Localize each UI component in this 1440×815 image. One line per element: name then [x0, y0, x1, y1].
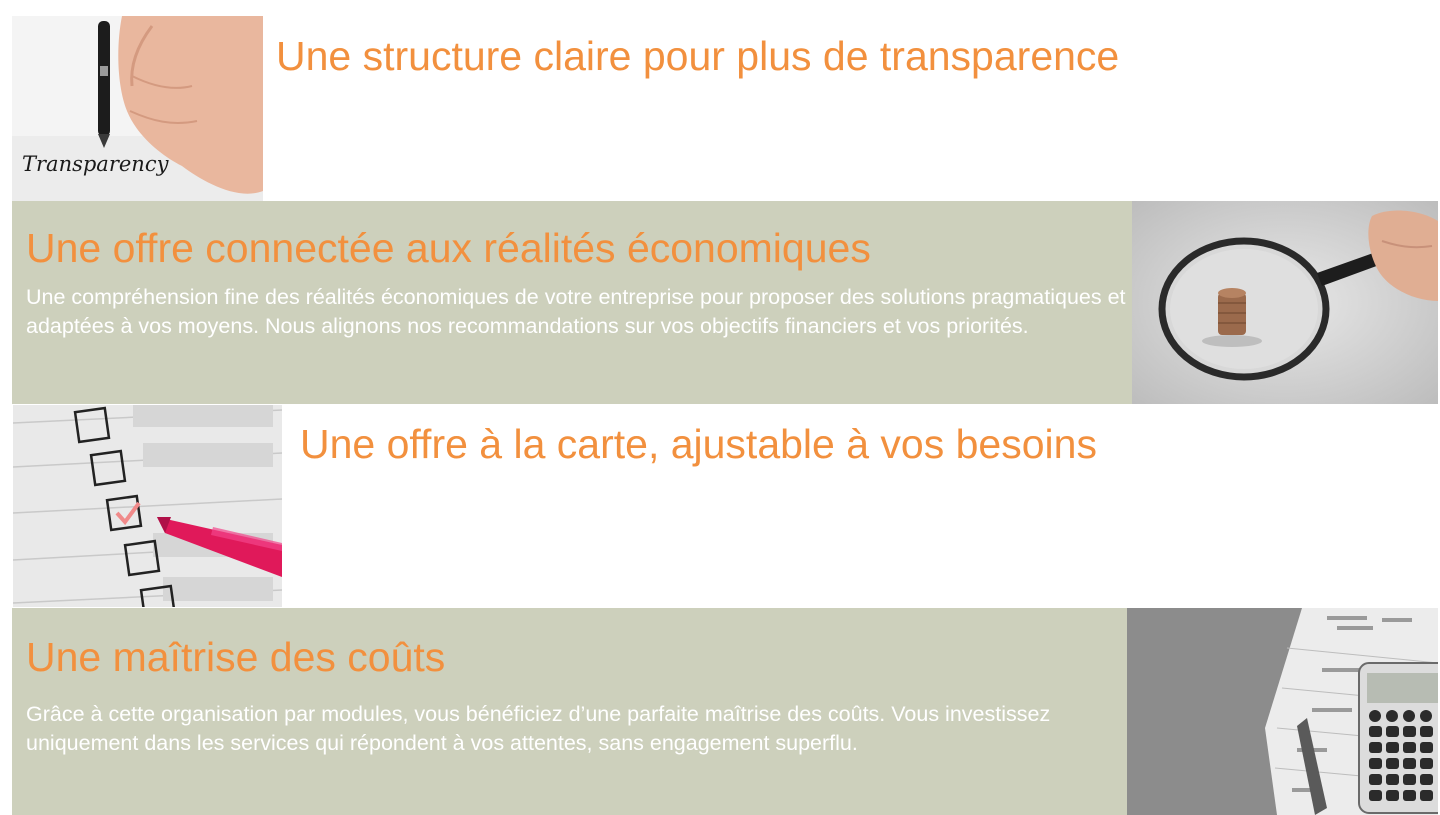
section-cost-control [12, 608, 1438, 815]
section-text: Grâce à cette organisation par modules, vous bénéficiez d’une parfaite maîtrise des coûts. Vous investissez uniquement dans les services qui répondent à vos attentes, sans engagement superflu. [26, 702, 1051, 755]
section-title: Une maîtrise des coûts [26, 634, 446, 680]
section-title: Une offre connectée aux réalités économiques [26, 225, 871, 271]
section-custom-offer [0, 404, 1440, 608]
calculator-payslip-photo [1127, 608, 1438, 815]
section-title: Une structure claire pour plus de transparence [276, 33, 1120, 79]
checklist-marker-photo [13, 405, 282, 607]
section-text: Une compréhension fine des réalités économiques de votre entreprise pour proposer des solutions pragmatiques et adaptées à vos moyens. Nous alignons nos recommandations sur vos objectifs financiers et vos priorités. [26, 285, 1126, 338]
transparency-caption: Transparency [22, 152, 169, 176]
section-transparency [0, 0, 1440, 201]
hand-writing-photo [12, 16, 263, 201]
magnifying-glass-coins-photo [1132, 201, 1438, 404]
section-economic-realities [12, 201, 1438, 404]
section-title: Une offre à la carte, ajustable à vos besoins [300, 421, 1097, 467]
